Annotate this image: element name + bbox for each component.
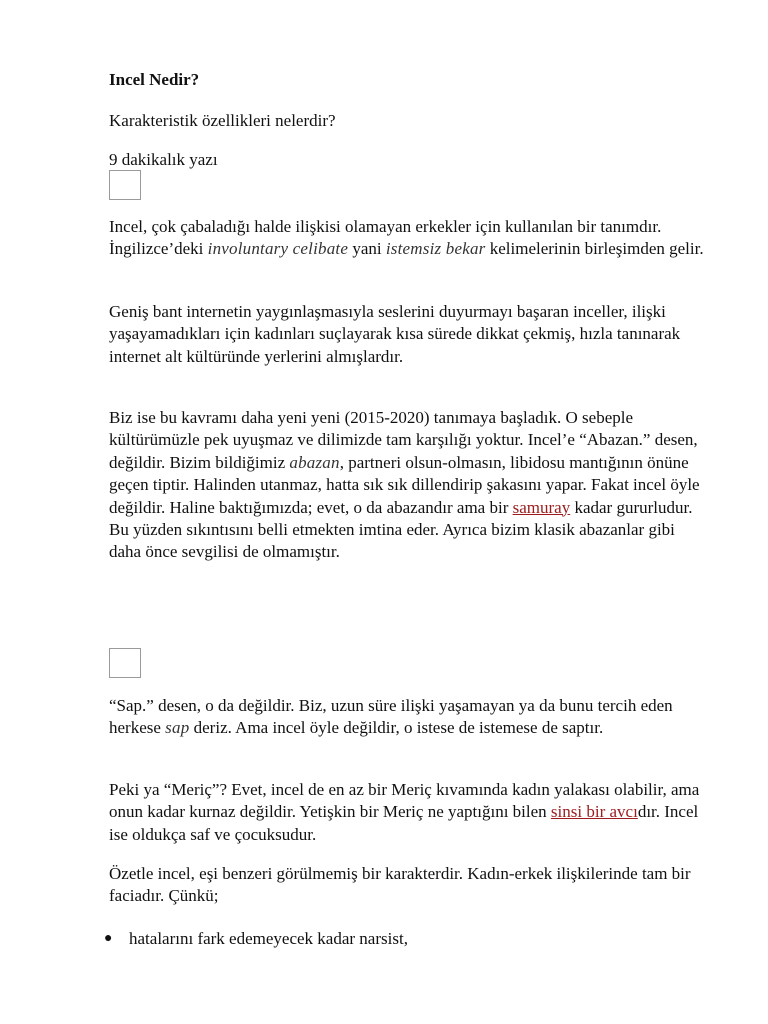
- subtitle: Karakteristik özellikleri nelerdir?: [109, 111, 336, 130]
- text: , partneri olsun-olmasın, libidosu mantığının önüne geçen tiptir. Halinden utanmaz, hatta sık sık dillendirip şakasını yapar. Fakat incel öyle değildir. Haline baktığımızda; evet, o da abazandır ama bir: [109, 452, 700, 517]
- paragraph-6: Özetle incel, eşi benzeri görülmemiş bir karakterdir. Kadın-erkek ilişkilerinde tam bir faciadır. Çünkü;: [109, 864, 691, 906]
- italic-term: istemsiz bekar: [385, 239, 486, 259]
- text: Peki ya “Meriç”? Evet, incel de en az bir Meriç kıvamında kadın yalakası olabilir, ama onun kadar kurnaz değildir. Yetişkin bir Meriç ne yaptığını bilen: [109, 780, 700, 822]
- bullet-icon: ●: [104, 931, 113, 946]
- paragraph-1: [109, 216, 709, 261]
- link-samuray[interactable]: samuray: [512, 497, 571, 517]
- link-sinsi-bir-avci[interactable]: sinsi bir avcı: [550, 802, 638, 822]
- image-placeholder-2: [109, 648, 141, 678]
- paragraph-5: [109, 779, 709, 846]
- text: kelimelerinin birleşimden gelir.: [485, 239, 704, 259]
- italic-term: involuntary celibate: [207, 239, 349, 259]
- list-item-text: hatalarını fark edemeyecek kadar narsist,: [129, 929, 408, 948]
- paragraph-4: [109, 695, 709, 740]
- reading-time: 9 dakikalık yazı: [109, 150, 218, 169]
- text: yani: [348, 239, 386, 259]
- text: Incel, çok çabaladığı halde ilişkisi olamayan erkekler için kullanılan bir tanımdır. İngilizce’deki: [109, 217, 662, 259]
- list-item: [104, 928, 408, 950]
- text: Biz ise bu kavramı daha yeni yeni (2015-2020) tanımaya başladık. O sebeple kültürümüzle pek uyuşmaz ve dilimizde tam karşılığı yoktur. Incel’e “Abazan.” desen, değildir. Bizim bildiğimiz: [109, 408, 698, 472]
- text: kadar gururludur. Bu yüzden sıkıntısını belli etmekten imtina eder. Ayrıca bizim klasik abazanlar gibi daha önce sevgilisi de olmamıştır.: [109, 497, 693, 562]
- image-placeholder-1: [109, 170, 141, 200]
- italic-term: sap: [165, 718, 190, 738]
- text: dır. Incel ise oldukça saf ve çocuksudur.: [109, 802, 699, 844]
- italic-term: abazan: [289, 452, 340, 472]
- paragraph-2: Geniş bant internetin yaygınlaşmasıyla seslerini duyurmayı başaran inceller, ilişki yaşayamadıkları için kadınları suçlayarak kısa sürede dikkat çekmiş, hızla tanınarak internet alt kültüründe yerlerini almışlardır.: [109, 302, 681, 366]
- paragraph-3: [109, 407, 709, 564]
- text: deriz. Ama incel öyle değildir, o istese de istemese de saptır.: [189, 718, 604, 738]
- text: “Sap.” desen, o da değildir. Biz, uzun süre ilişki yaşamayan ya da bunu tercih eden herkese: [109, 696, 673, 738]
- page-title: Incel Nedir?: [109, 70, 200, 89]
